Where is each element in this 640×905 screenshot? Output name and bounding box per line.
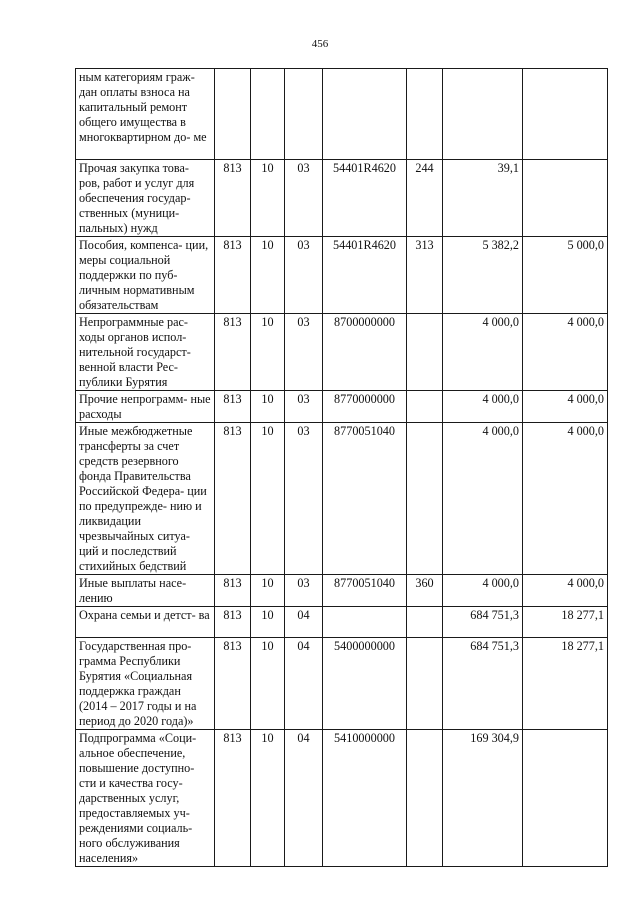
expense-type-code <box>407 730 443 867</box>
expense-type-code: 360 <box>407 575 443 607</box>
target-article-code: 8700000000 <box>323 314 407 391</box>
amount-1: 5 382,2 <box>443 237 523 314</box>
expense-type-code: 313 <box>407 237 443 314</box>
section-code: 10 <box>251 607 285 638</box>
amount-2: 4 000,0 <box>523 423 608 575</box>
subsection-code: 03 <box>285 314 323 391</box>
target-article-code <box>323 69 407 160</box>
expense-type-code <box>407 314 443 391</box>
section-code: 10 <box>251 237 285 314</box>
subsection-code: 03 <box>285 575 323 607</box>
amount-1 <box>443 69 523 160</box>
ministry-code: 813 <box>215 160 251 237</box>
subsection-code: 04 <box>285 730 323 867</box>
amount-2: 18 277,1 <box>523 607 608 638</box>
page-number: 456 <box>311 38 329 50</box>
subsection-code <box>285 69 323 160</box>
ministry-code: 813 <box>215 730 251 867</box>
expense-type-code <box>407 423 443 575</box>
table-row <box>76 314 608 391</box>
row-name: Прочие непрограмм- ные расходы <box>76 391 215 423</box>
amount-1: 4 000,0 <box>443 314 523 391</box>
amount-1: 4 000,0 <box>443 391 523 423</box>
section-code: 10 <box>251 638 285 730</box>
expense-type-code <box>407 391 443 423</box>
row-name: Охрана семьи и детст- ва <box>76 607 215 638</box>
amount-2: 4 000,0 <box>523 314 608 391</box>
subsection-code: 03 <box>285 391 323 423</box>
amount-1: 684 751,3 <box>443 638 523 730</box>
table-row <box>76 391 608 423</box>
amount-2 <box>523 730 608 867</box>
section-code: 10 <box>251 160 285 237</box>
table-row <box>76 607 608 638</box>
amount-1: 4 000,0 <box>443 575 523 607</box>
table-row <box>76 237 608 314</box>
target-article-code: 5410000000 <box>323 730 407 867</box>
row-name: Иные межбюджетные трансферты за счет средств резервного фонда Правительства Российской Федера- ции по предупрежде- нию и ликвидации чрезвычайных ситуа- ций и последствий стихийных бедствий <box>76 423 215 575</box>
row-name: Подпрограмма «Соци- альное обеспечение, повышение доступно- сти и качества госу- дарственных услуг, предоставляемых уч- реждениями социаль- ного обслуживания населения» <box>76 730 215 867</box>
table-row <box>76 69 608 160</box>
subsection-code: 03 <box>285 160 323 237</box>
table-row <box>76 638 608 730</box>
subsection-code: 04 <box>285 607 323 638</box>
expense-type-code: 244 <box>407 160 443 237</box>
expense-type-code <box>407 638 443 730</box>
row-name: Непрограммные рас- ходы органов испол- нительной государст- венной власти Рес- публики Бурятия <box>76 314 215 391</box>
table-row <box>76 160 608 237</box>
ministry-code: 813 <box>215 314 251 391</box>
row-name: Пособия, компенса- ции, меры социальной поддержки по пуб- личным нормативным обязательствам <box>76 237 215 314</box>
section-code: 10 <box>251 730 285 867</box>
table-row <box>76 575 608 607</box>
amount-2: 4 000,0 <box>523 391 608 423</box>
expense-type-code <box>407 607 443 638</box>
target-article-code: 54401R4620 <box>323 237 407 314</box>
budget-table <box>75 68 608 867</box>
row-name: Государственная про- грамма Республики Бурятия «Социальная поддержка граждан (2014 – 2017 годы и на период до 2020 года)» <box>76 638 215 730</box>
amount-2: 4 000,0 <box>523 575 608 607</box>
row-name: Прочая закупка това- ров, работ и услуг для обеспечения государ- ственных (муници- пальных) нужд <box>76 160 215 237</box>
table-row <box>76 730 608 867</box>
section-code: 10 <box>251 575 285 607</box>
row-name: Иные выплаты насе- лению <box>76 575 215 607</box>
target-article-code: 5400000000 <box>323 638 407 730</box>
amount-2: 18 277,1 <box>523 638 608 730</box>
amount-1: 39,1 <box>443 160 523 237</box>
amount-1: 169 304,9 <box>443 730 523 867</box>
subsection-code: 04 <box>285 638 323 730</box>
expense-type-code <box>407 69 443 160</box>
section-code <box>251 69 285 160</box>
ministry-code: 813 <box>215 607 251 638</box>
row-name: ным категориям граж- дан оплаты взноса на капитальный ремонт общего имущества в многоквартирном до- ме <box>76 69 215 160</box>
target-article-code: 54401R4620 <box>323 160 407 237</box>
subsection-code: 03 <box>285 423 323 575</box>
subsection-code: 03 <box>285 237 323 314</box>
section-code: 10 <box>251 314 285 391</box>
amount-2 <box>523 69 608 160</box>
table-row <box>76 423 608 575</box>
amount-2: 5 000,0 <box>523 237 608 314</box>
ministry-code: 813 <box>215 237 251 314</box>
ministry-code: 813 <box>215 391 251 423</box>
target-article-code <box>323 607 407 638</box>
ministry-code: 813 <box>215 575 251 607</box>
amount-1: 684 751,3 <box>443 607 523 638</box>
target-article-code: 8770000000 <box>323 391 407 423</box>
ministry-code <box>215 69 251 160</box>
section-code: 10 <box>251 423 285 575</box>
target-article-code: 8770051040 <box>323 423 407 575</box>
amount-2 <box>523 160 608 237</box>
ministry-code: 813 <box>215 638 251 730</box>
target-article-code: 8770051040 <box>323 575 407 607</box>
amount-1: 4 000,0 <box>443 423 523 575</box>
section-code: 10 <box>251 391 285 423</box>
ministry-code: 813 <box>215 423 251 575</box>
